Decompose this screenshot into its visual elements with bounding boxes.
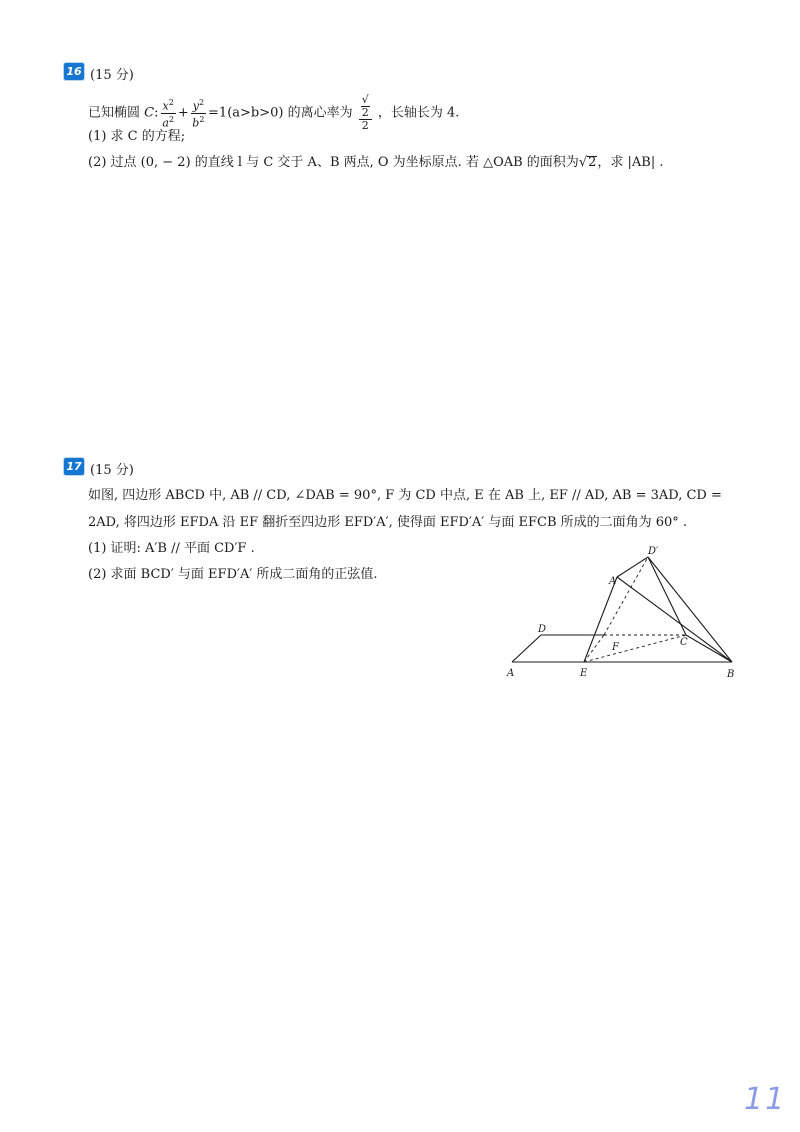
part-2-tail: ，求 |AB| . [597,155,664,170]
label-D-prime: D′ [648,546,659,557]
stem-text: 已知椭圆 [88,105,141,121]
question-17-badge: 17 [64,458,84,475]
question-16-part-2: (2) 过点 (0, − 2) 的直线 l 与 C 交于 A、B 两点, O 为坐标原点. 若 △OAB 的面积为√2，求 |AB| . [88,155,664,170]
label-A: A [507,668,515,679]
label-D: D [538,624,547,635]
question-17-points: (15 分) [90,463,134,478]
question-16-points: (15 分) [90,68,134,83]
label-C: C [680,637,688,648]
question-16-badge: 16 [64,63,84,80]
label-E: E [580,668,588,679]
stem-text-2: 的离心率为 [287,105,353,121]
question-17-line-1: 如图, 四边形 ABCD 中, AB // CD, ∠DAB = 90°, F 为 CD 中点, E 在 AB 上, EF // AD, AB = 3AD, CD = [88,488,722,503]
equation-rest: =1(a>b>0) [208,105,284,121]
fraction-sqrt2-over-2: √ 2 2 [359,94,372,132]
ellipse-name: C [144,105,155,121]
stem-text-3: ，长轴长为 4. [377,105,460,121]
page-number: 11 [744,1082,787,1117]
label-A-prime: A′ [609,576,619,587]
part-2-text: (2) 过点 (0, − 2) 的直线 l 与 C 交于 A、B 两点, O 为坐标原点. 若 △OAB 的面积为 [88,155,579,170]
question-17-part-1: (1) 证明: A′B // 平面 CD′F . [88,541,255,556]
edge-EF-hidden [584,635,604,662]
question-16-part-1: (1) 求 C 的方程; [88,129,186,144]
fraction-x2-a2: $\frac{x^2}{a^2}$ [162,97,174,130]
edge-FD-prime-hidden [604,557,648,635]
fraction-y2-b2: $\frac{y^2}{b^2}$ [192,97,205,130]
label-F: F [612,642,619,653]
geometry-figure [500,540,750,690]
sqrt-value: 2 [588,155,597,170]
edge-A-prime-D-prime [617,557,648,577]
question-16-stem: 已知椭圆 C: $\frac{x^2}{a^2}$ + $\frac{y^2}{b^2}$ =1(a>b>0) 的离心率为 √ 2 2 ，长轴长为 4. [88,93,460,132]
edge-AD [512,635,541,662]
question-17-line-2: 2AD, 将四边形 EFDA 沿 EF 翻折至四边形 EFD′A′, 使得面 EFD′A′ 与面 EFCB 所成的二面角为 60° . [88,515,688,530]
edge-EC-hidden [584,635,686,662]
label-B: B [727,669,735,680]
edge-CB [686,635,732,662]
question-17-part-2: (2) 求面 BCD′ 与面 EFD′A′ 所成二面角的正弦值. [88,567,378,582]
